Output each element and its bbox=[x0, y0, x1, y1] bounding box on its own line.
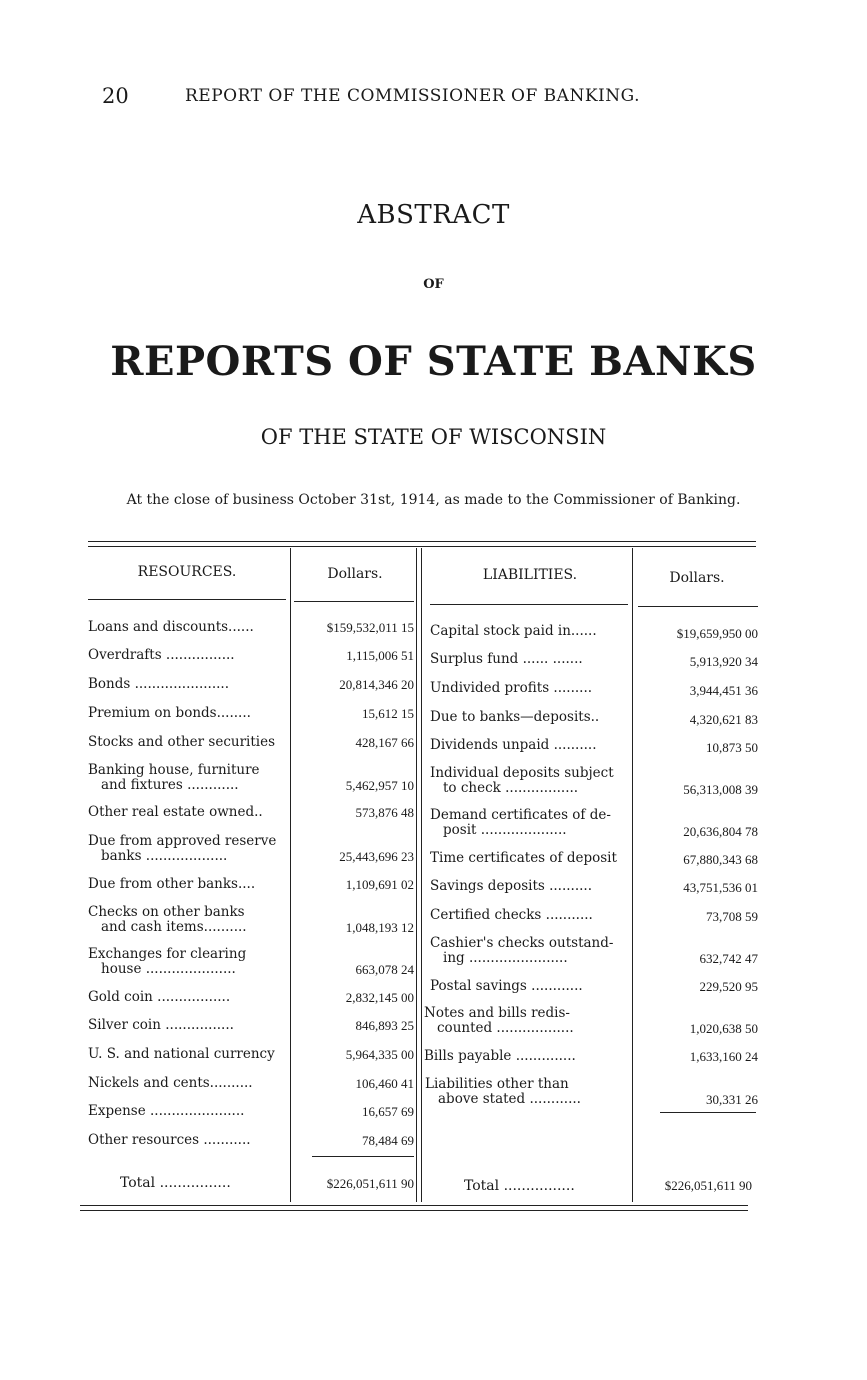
resource-amount: 78,484 69 bbox=[362, 1133, 414, 1148]
liability-label: Cashier's checks outstand- ing ....................... bbox=[430, 935, 614, 966]
liability-label: Surplus fund ...... ....... bbox=[430, 651, 583, 667]
resource-label: Gold coin ................. bbox=[88, 989, 231, 1005]
resource-amount: 2,832,145 00 bbox=[345, 990, 414, 1005]
liability-label: Bills payable .............. bbox=[424, 1048, 576, 1064]
liability-amount: 1,020,638 50 bbox=[689, 1021, 758, 1036]
resources-dollars-header: Dollars. bbox=[327, 566, 383, 582]
liability-label: Savings deposits .......... bbox=[430, 878, 592, 894]
page-number: 20 bbox=[102, 84, 129, 108]
liabilities-total: $226,051,611 90 bbox=[664, 1178, 752, 1193]
table-bottom-rule bbox=[80, 1205, 748, 1206]
liability-amount: 30,331 26 bbox=[706, 1092, 758, 1107]
liability-amount: 73,708 59 bbox=[706, 909, 758, 924]
liability-amount: 4,320,621 83 bbox=[689, 712, 758, 727]
resource-amount: 846,893 25 bbox=[355, 1018, 414, 1033]
resource-amount: 1,115,006 51 bbox=[346, 648, 414, 663]
liability-amount: $19,659,950 00 bbox=[676, 626, 758, 641]
liability-amount: 632,742 47 bbox=[699, 951, 758, 966]
resources-total-label: Total ................ bbox=[120, 1175, 231, 1191]
resource-label: Premium on bonds........ bbox=[88, 705, 251, 721]
subtotal-rule bbox=[660, 1112, 756, 1113]
liability-label: Time certificates of deposit bbox=[430, 850, 617, 866]
column-divider bbox=[632, 548, 633, 1202]
resource-amount: 1,048,193 12 bbox=[345, 920, 414, 935]
liability-amount: 5,913,920 34 bbox=[689, 654, 758, 669]
resource-amount: 20,814,346 20 bbox=[339, 677, 414, 692]
column-divider bbox=[416, 548, 417, 1202]
resource-label: Overdrafts ................ bbox=[88, 647, 235, 663]
subtotal-rule bbox=[312, 1156, 414, 1157]
resource-label: Expense ...................... bbox=[88, 1103, 245, 1119]
liability-label: Certified checks ........... bbox=[430, 907, 593, 923]
header-rule bbox=[638, 606, 758, 607]
title-state: OF THE STATE OF WISCONSIN bbox=[260, 425, 607, 449]
resource-amount: 428,167 66 bbox=[355, 735, 414, 750]
resource-label: Due from approved reserve banks ................... bbox=[88, 833, 277, 864]
table-bottom-rule-2 bbox=[80, 1210, 748, 1211]
resource-label: Stocks and other securities bbox=[88, 734, 276, 750]
liability-amount: 20,636,804 78 bbox=[683, 824, 758, 839]
liability-label: Demand certificates of de- posit .................... bbox=[430, 807, 611, 838]
table-top-rule-2 bbox=[88, 546, 756, 547]
liability-label: Capital stock paid in...... bbox=[430, 623, 597, 639]
resources-total: $226,051,611 90 bbox=[326, 1176, 414, 1191]
title-abstract: ABSTRACT bbox=[357, 200, 510, 230]
resource-label: Exchanges for clearing house ..................... bbox=[88, 946, 247, 977]
resource-label: Other resources ........... bbox=[88, 1132, 251, 1148]
resource-amount: 16,657 69 bbox=[362, 1104, 414, 1119]
liabilities-total-label: Total ................ bbox=[464, 1178, 575, 1194]
liability-amount: 1,633,160 24 bbox=[689, 1049, 758, 1064]
liability-amount: 43,751,536 01 bbox=[683, 880, 758, 895]
column-divider bbox=[290, 548, 291, 1202]
header-rule bbox=[294, 601, 414, 602]
liability-label: Due to banks—deposits.. bbox=[430, 709, 600, 725]
liability-label: Dividends unpaid .......... bbox=[430, 737, 597, 753]
header-rule bbox=[430, 604, 628, 605]
resource-amount: 25,443,696 23 bbox=[339, 849, 414, 864]
resource-label: Due from other banks.... bbox=[88, 876, 256, 892]
resource-amount: $159,532,011 15 bbox=[326, 620, 414, 635]
resource-amount: 5,964,335 00 bbox=[345, 1047, 414, 1062]
resource-label: Other real estate owned.. bbox=[88, 804, 263, 820]
liability-label: Undivided profits ......... bbox=[430, 680, 593, 696]
resource-amount: 15,612 15 bbox=[362, 706, 414, 721]
resource-amount: 1,109,691 02 bbox=[345, 877, 414, 892]
liability-amount: 3,944,451 36 bbox=[689, 683, 758, 698]
resource-label: Bonds ...................... bbox=[88, 676, 230, 692]
resource-label: Silver coin ................ bbox=[88, 1017, 234, 1033]
resource-label: Checks on other banks and cash items.......... bbox=[88, 904, 247, 935]
liability-label: Notes and bills redis- counted .................. bbox=[424, 1005, 574, 1036]
resource-amount: 5,462,957 10 bbox=[345, 778, 414, 793]
resource-label: Loans and discounts...... bbox=[88, 619, 254, 635]
resource-amount: 573,876 48 bbox=[355, 805, 414, 820]
resource-label: U. S. and national currency bbox=[88, 1046, 275, 1062]
header-rule bbox=[88, 599, 286, 600]
resources-header: RESOURCES. bbox=[137, 564, 237, 580]
intro-text: At the close of business October 31st, 1914, as made to the Commissioner of Banking. bbox=[126, 492, 741, 508]
liability-label: Liabilities other than above stated ............ bbox=[425, 1076, 581, 1107]
title-of: OF bbox=[423, 277, 444, 292]
table-top-rule bbox=[88, 541, 756, 542]
liabilities-header: LIABILITIES. bbox=[482, 567, 578, 583]
title-main: REPORTS OF STATE BANKS bbox=[110, 338, 757, 385]
resource-amount: 106,460 41 bbox=[355, 1076, 414, 1091]
resource-label: Nickels and cents.......... bbox=[88, 1075, 253, 1091]
resource-amount: 663,078 24 bbox=[355, 962, 414, 977]
liabilities-dollars-header: Dollars. bbox=[669, 570, 725, 586]
liability-amount: 229,520 95 bbox=[699, 979, 758, 994]
resource-label: Banking house, furniture and fixtures ............ bbox=[88, 762, 260, 793]
liability-label: Individual deposits subject to check ................. bbox=[430, 765, 614, 796]
liability-amount: 67,880,343 68 bbox=[683, 852, 758, 867]
liability-label: Postal savings ............ bbox=[430, 978, 583, 994]
running-title: REPORT OF THE COMMISSIONER OF BANKING. bbox=[185, 86, 640, 106]
liability-amount: 10,873 50 bbox=[706, 740, 758, 755]
liability-amount: 56,313,008 39 bbox=[683, 782, 758, 797]
column-divider bbox=[421, 548, 422, 1202]
